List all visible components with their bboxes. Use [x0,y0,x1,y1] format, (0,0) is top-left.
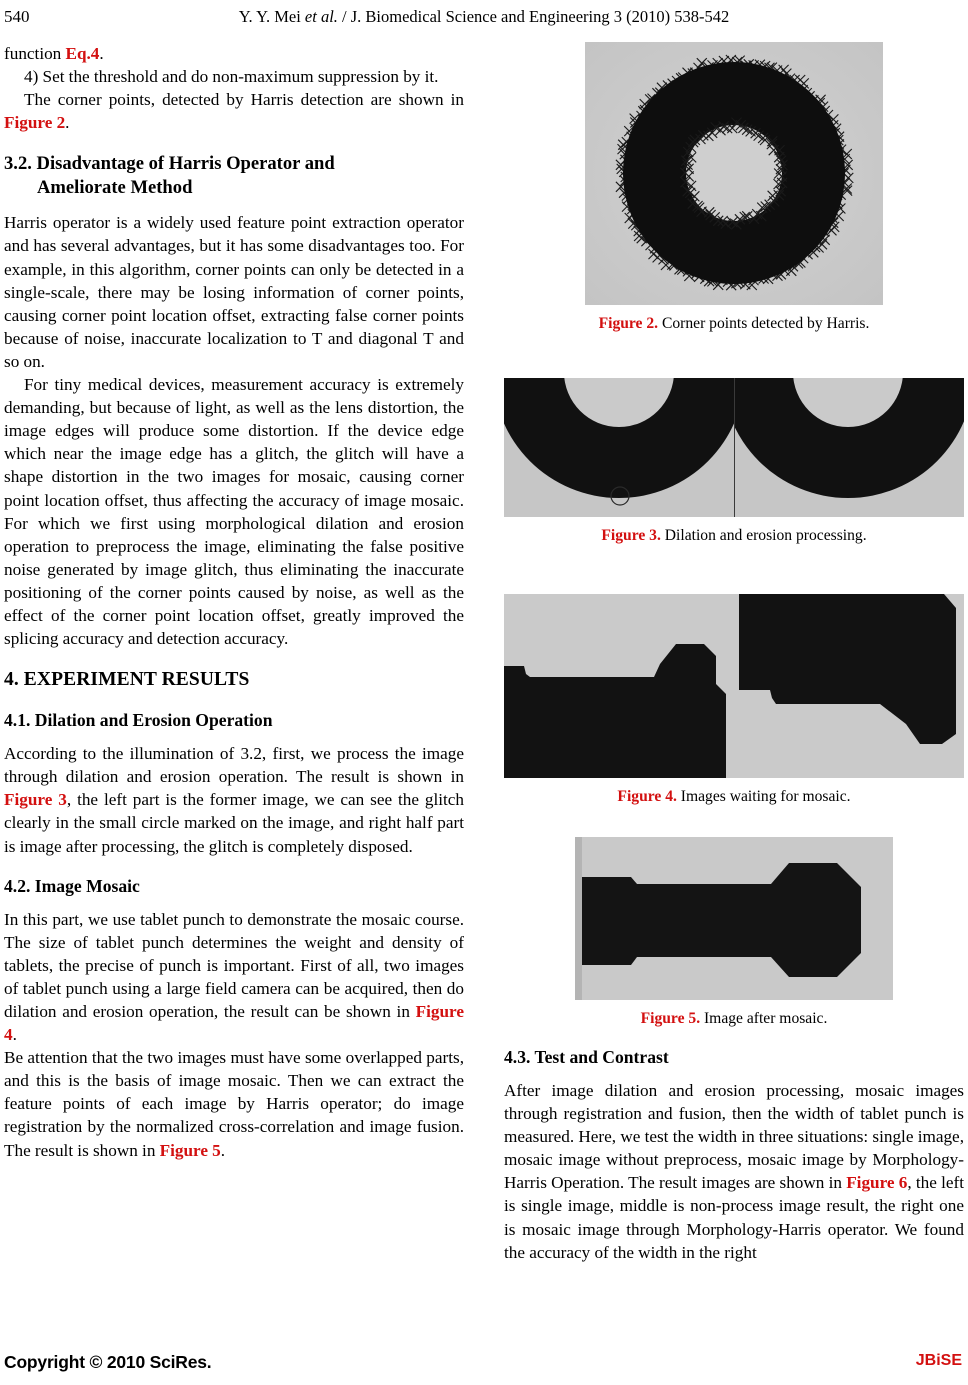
figure-4-caption-text: Images waiting for mosaic. [676,788,851,805]
figure-2-label: Figure 2. [598,315,659,332]
running-head [0,6,968,28]
left-column [4,42,464,1162]
page-number: 540 [4,7,30,26]
text-post: . [12,1025,17,1045]
figure-3-image [504,378,964,517]
right-column [504,42,964,1264]
paragraph-function-eq [4,42,464,65]
heading-line-2: Ameliorate Method [37,177,193,199]
running-head-title [0,6,968,28]
heading-line-1: 3.2. Disadvantage of Harris Operator and [4,153,335,175]
text-post: . [220,1140,226,1160]
running-head-author: Y. Y. Mei [238,7,305,26]
figure-3 [504,378,964,546]
reference-figure-2[interactable]: Figure 2 [4,113,66,133]
figure-2-caption-text: Corner points detected by Harris. [658,315,870,332]
heading-section-4-3: 4.3. Test and Contrast [504,1047,669,1067]
heading-section-4-2: 4.2. Image Mosaic [4,875,140,896]
reference-figure-5[interactable]: Figure 5 [159,1140,221,1160]
running-head-source: / J. Biomedical Science and Engineering 3 (2010) 538-542 [337,7,730,26]
figure-3-label: Figure 3. [601,527,661,544]
heading-section-3-2 [4,152,464,200]
figure-2-image [585,42,883,305]
text-pre: The corner points, detected by Harris detection are shown in [24,90,464,110]
figure-3-caption-text: Dilation and erosion processing. [660,527,867,544]
figure-4-right-panel [734,594,964,778]
paragraph-corner-points [4,88,464,134]
reference-figure-6[interactable]: Figure 6 [846,1173,908,1193]
paragraph-4-3 [504,1079,964,1264]
figure-4-image [504,594,964,778]
reference-eq4[interactable]: Eq.4 [65,44,100,63]
figure-2-caption [504,314,964,334]
text-pre: In this part, we use tablet punch to demonstrate the mosaic course. The size of tablet punch determines the weight and density of tablets, the precise of punch is important. First of all, two images of tablet punch using a large field camera can be acquired, then do dilation and erosion operation, the result can be shown in [4,909,464,1021]
text-post: , the left is single image, middle is non-process image result, the right one is mosaic image through Morphology-Harris operator. We found the accuracy of the width in the right [504,1173,964,1262]
paragraph-step-4: 4) Set the threshold and do non-maximum suppression by it. [24,67,439,87]
heading-section-4-1: 4.1. Dilation and Erosion Operation [4,710,273,731]
paragraph-tiny-medical-devices: For tiny medical devices, measurement accuracy is extremely demanding, but because of light, as well as the lens distortion, the image edges will produce some distortion. If the device edge which near the image edge has a glitch, the glitch will have a shape distortion in the two images for mosaic, causing corner point location offset, thus affecting the accuracy of image mosaic. For which we first using morphological dilation and erosion operation to preprocess the image, eliminating the false positive noise generated by image glitch, thus eliminating the inaccurate positioning of the corner points caused by noise, as well as the effect of the corner point location offset, greatly improved the splicing accuracy and detection accuracy. [4,375,464,649]
text-post: , the left part is the former image, we can see the glitch clearly in the small circle marked on the image, and right half part is image after processing, the glitch is completely disposed. [4,790,464,856]
text-pre: According to the illumination of 3.2, first, we process the image through dilation and erosion operation. The result is shown in [4,744,464,787]
text-post: . [65,113,70,133]
reference-figure-3[interactable]: Figure 3 [4,790,67,810]
figure-5-image [575,837,893,1000]
text-pre: Be attention that the two images must have some overlapped parts, and this is the basis of image mosaic. Then we can extract the feature points of each image by Harris operator; do image registration by the normalized cross-correlation and image fusion. The result is shown in [4,1048,464,1160]
reference-figure-4[interactable]: Figure 4 [4,1002,464,1045]
figure-5-caption-text: Image after mosaic. [700,1010,828,1027]
paragraph-harris-operator: Harris operator is a widely used feature point extraction operator and has several advantages, but it has some disadvantages too. For example, in this algorithm, corner points can only be detected in a single-scale, there may be losing information of corner points, causing corner point location offset, extracting false corner points because of noise, inaccurate localization to T and diagonal T and so on. [4,213,464,371]
paragraph-4-2-a [4,908,464,1047]
figure-4-caption [504,787,964,807]
figure-5-label: Figure 5. [640,1010,701,1027]
figure-5-caption [504,1009,964,1029]
figure-3-left-panel [504,378,734,517]
paragraph-4-2-b [4,1046,464,1161]
text-pre: After image dilation and erosion processing, mosaic images through registration and fusion, then the width of tablet punch is measured. Here, we test the width in three situations: single image, mosaic image without preprocess, mosaic image by Morphology-Harris Operation. The result images are shown in [504,1081,964,1193]
copyright-notice: Copyright © 2010 SciRes. [4,1352,212,1372]
journal-abbreviation[interactable]: JBiSE [915,1352,962,1369]
paragraph-4-1 [4,742,464,857]
figure-4 [504,594,964,807]
text-post: . [99,44,104,63]
heading-section-4: 4. EXPERIMENT RESULTS [4,669,250,691]
figure-3-right-panel [734,378,965,517]
page-footer [0,1352,968,1380]
figure-4-label: Figure 4. [617,788,677,805]
figure-4-left-panel [504,594,734,778]
figure-5 [504,837,964,1029]
running-head-etal: et al. [304,7,338,26]
text-pre: function [4,44,66,63]
figure-3-caption [504,526,964,546]
figure-2 [504,42,964,334]
